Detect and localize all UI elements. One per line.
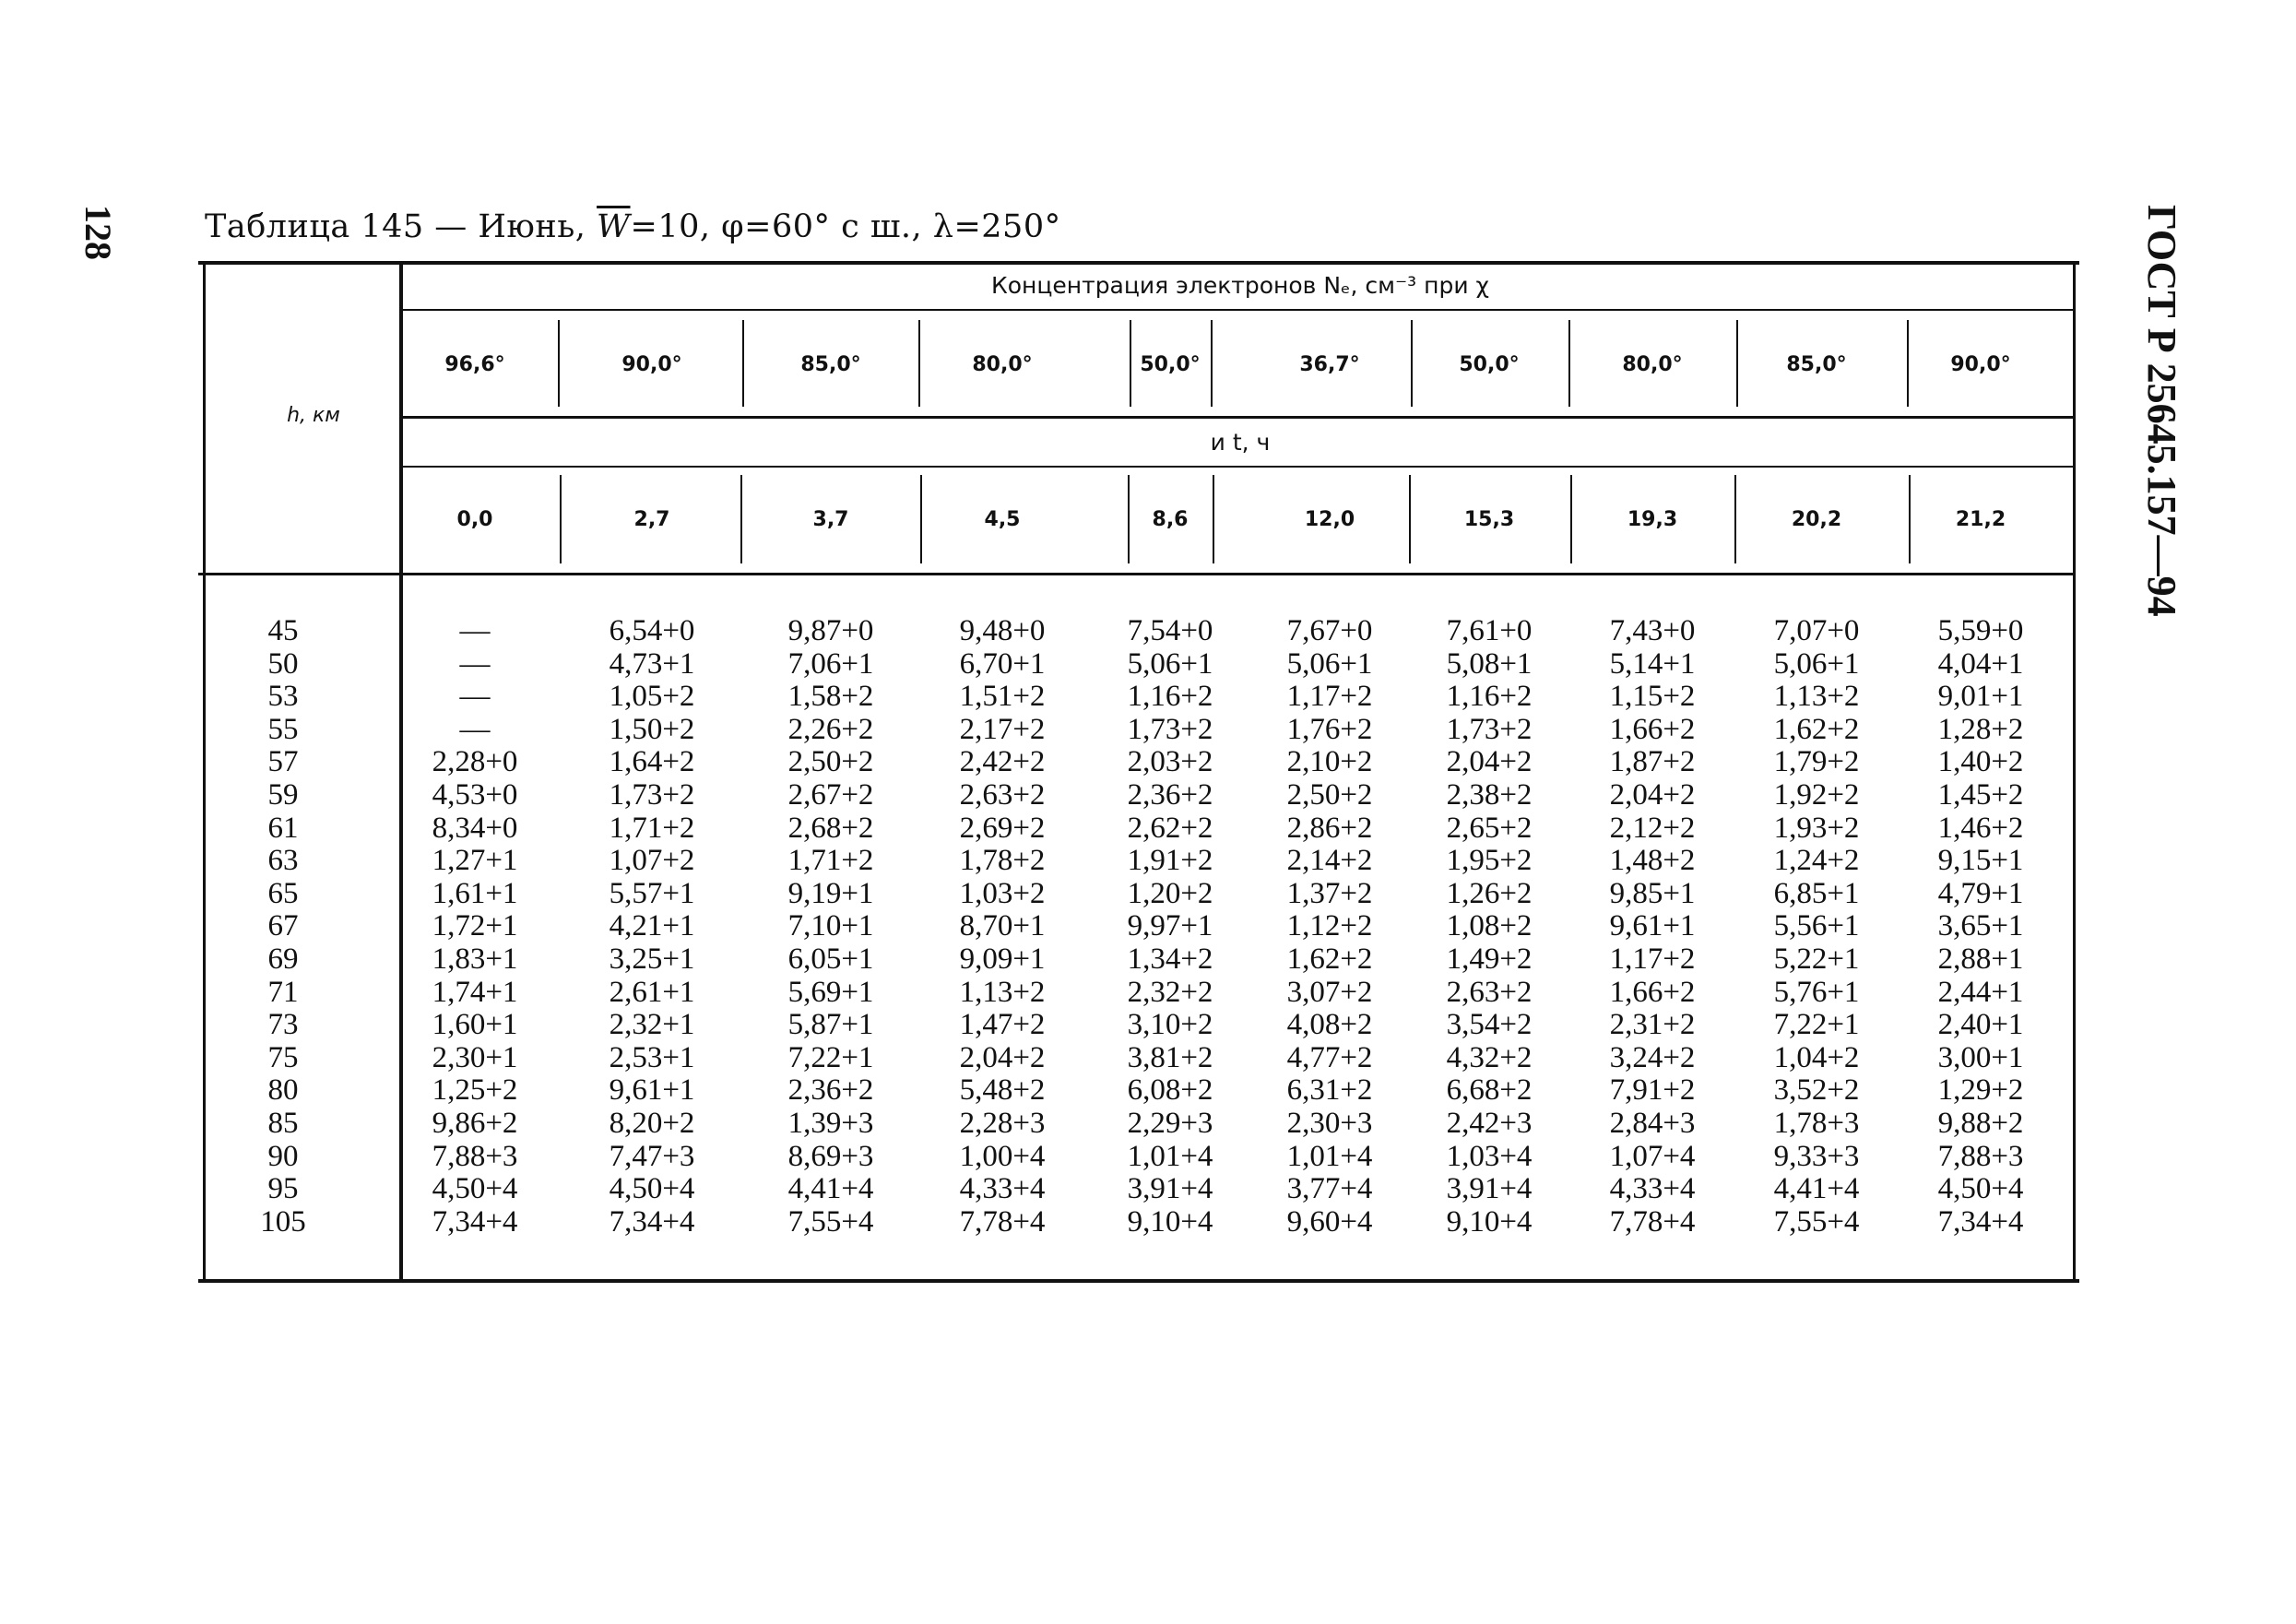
table-cell: 9,10+4 [1446,1204,1533,1239]
table-cell: 4,32+2 [1446,1040,1533,1074]
table-cell: 1,79+2 [1773,745,1860,779]
chi-column-divider [1568,320,1570,407]
h-column-divider [399,261,403,1283]
table-cell: 9,97+1 [1127,909,1213,943]
table-cell: 1,15+2 [1609,680,1696,714]
table-cell: 1,78+3 [1773,1107,1860,1140]
chi-value-header: 90,0° [1950,353,2011,376]
table-cell: 2,63+2 [959,778,1046,812]
table-row-h-value: 105 [260,1204,306,1239]
table-cell: 4,08+2 [1286,1008,1373,1042]
group-header-rule [403,309,2073,311]
table-cell: 2,50+2 [787,745,874,779]
table-cell: 7,78+4 [1609,1204,1696,1239]
table-cell: 2,04+2 [1609,778,1696,812]
table-cell: 2,30+3 [1286,1107,1373,1140]
table-cell: 1,12+2 [1286,909,1373,943]
table-cell: 2,84+3 [1609,1107,1696,1140]
table-row-h-value: 95 [267,1172,299,1206]
time-column-divider [560,475,562,563]
chi-value-header: 80,0° [972,353,1033,376]
table-cell: 2,12+2 [1609,811,1696,845]
table-cell: 1,87+2 [1609,745,1696,779]
table-cell: 1,40+2 [1937,745,2024,779]
table-cell: 1,73+2 [1127,712,1213,746]
table-row-h-value: 53 [267,680,299,714]
table-cell: 1,03+2 [959,876,1046,910]
table-cell: 3,10+2 [1127,1008,1213,1042]
table-cell: 1,74+1 [432,975,518,1009]
table-cell: 5,14+1 [1609,646,1696,681]
table-row-h-value: 59 [267,778,299,812]
table-cell: 5,69+1 [787,975,874,1009]
table-cell: — [459,712,491,746]
table-cell: 7,91+2 [1609,1073,1696,1108]
table-cell: 1,39+3 [787,1107,874,1140]
table-cell: 1,83+1 [432,942,518,976]
table-cell: 3,81+2 [1127,1040,1213,1074]
table-cell: 1,01+4 [1286,1139,1373,1173]
table-cell: 2,29+3 [1127,1107,1213,1140]
table-row-h-value: 45 [267,614,299,647]
time-column-divider [1409,475,1411,563]
table-cell: 1,20+2 [1127,876,1213,910]
table-cell: 1,64+2 [609,745,695,779]
table-cell: 1,72+1 [432,909,518,943]
table-row-h-value: 61 [267,811,299,845]
table-cell: 6,05+1 [787,942,874,976]
table-cell: 2,42+2 [959,745,1046,779]
table-cell: 9,61+1 [1609,909,1696,943]
table-cell: 7,34+4 [432,1204,518,1239]
time-column-divider [920,475,922,563]
electron-concentration-table [198,261,2079,1286]
time-column-divider [1570,475,1572,563]
table-cell: 2,53+1 [609,1040,695,1074]
table-cell: 7,07+0 [1773,614,1860,647]
table-cell: 4,77+2 [1286,1040,1373,1074]
table-cell: 1,34+2 [1127,942,1213,976]
chi-column-divider [1411,320,1413,407]
table-row-h-value: 63 [267,844,299,878]
table-cell: 2,42+3 [1446,1107,1533,1140]
table-cell: 1,07+2 [609,844,695,878]
table-cell: 2,03+2 [1127,745,1213,779]
time-column-divider [1909,475,1911,563]
t-value-header: 8,6 [1152,508,1189,531]
table-cell: 7,22+1 [787,1040,874,1074]
table-cell: 9,19+1 [787,876,874,910]
table-cell: 1,45+2 [1937,778,2024,812]
table-cell: 3,91+4 [1446,1172,1533,1206]
table-cell: 5,06+1 [1773,646,1860,681]
table-cell: 4,04+1 [1937,646,2024,681]
table-cell: 1,05+2 [609,680,695,714]
table-cell: 1,49+2 [1446,942,1533,976]
table-cell: 9,60+4 [1286,1204,1373,1239]
table-cell: 1,66+2 [1609,712,1696,746]
table-cell: 7,43+0 [1609,614,1696,647]
chi-column-divider [1736,320,1738,407]
table-cell: 6,70+1 [959,646,1046,681]
table-row-h-value: 57 [267,745,299,779]
table-cell: 5,08+1 [1446,646,1533,681]
table-cell: 7,61+0 [1446,614,1533,647]
table-cell: 2,68+2 [787,811,874,845]
chi-value-header: 90,0° [621,353,682,376]
table-cell: 2,50+2 [1286,778,1373,812]
chi-value-header: 50,0° [1459,353,1520,376]
table-cell: 1,62+2 [1286,942,1373,976]
table-cell: 1,73+2 [1446,712,1533,746]
table-cell: 2,17+2 [959,712,1046,746]
chi-column-divider [1211,320,1213,407]
table-cell: 9,33+3 [1773,1139,1860,1173]
table-cell: 1,46+2 [1937,811,2024,845]
table-cell: 1,29+2 [1937,1073,2024,1108]
table-cell: 2,86+2 [1286,811,1373,845]
t-value-header: 12,0 [1304,508,1355,531]
table-cell: 5,59+0 [1937,614,2024,647]
caption-prefix: Таблица 145 — Июнь, [205,208,586,245]
table-cell: 7,47+3 [609,1139,695,1173]
table-cell: 1,25+2 [432,1073,518,1108]
page-number: 128 [77,205,119,260]
table-cell: 6,31+2 [1286,1073,1373,1108]
header-bottom-rule [198,573,2076,575]
table-cell: 1,62+2 [1773,712,1860,746]
table-left-rule [203,261,206,1283]
table-cell: 2,44+1 [1937,975,2024,1009]
table-cell: 2,28+3 [959,1107,1046,1140]
table-cell: 1,61+1 [432,876,518,910]
table-cell: 5,48+2 [959,1073,1046,1108]
table-cell: 5,06+1 [1286,646,1373,681]
table-cell: 1,37+2 [1286,876,1373,910]
chi-column-divider [558,320,560,407]
table-right-rule [2073,261,2076,1283]
table-cell: 4,33+4 [1609,1172,1696,1206]
table-cell: 1,71+2 [787,844,874,878]
chi-value-header: 85,0° [800,353,861,376]
caption-w-symbol: $\overline{W}$ [597,208,631,245]
chi-value-header: 85,0° [1786,353,1847,376]
chi-column-divider [918,320,920,407]
table-cell: 4,41+4 [1773,1172,1860,1206]
table-cell: 5,06+1 [1127,646,1213,681]
table-cell: 1,95+2 [1446,844,1533,878]
table-cell: 4,41+4 [787,1172,874,1206]
table-cell: 8,34+0 [432,811,518,845]
table-cell: 1,13+2 [1773,680,1860,714]
table-cell: 9,86+2 [432,1107,518,1140]
table-cell: 3,65+1 [1937,909,2024,943]
table-cell: 1,24+2 [1773,844,1860,878]
table-cell: 1,78+2 [959,844,1046,878]
t-value-header: 20,2 [1791,508,1842,531]
time-header: и t, ч [1210,429,1271,456]
table-cell: 9,15+1 [1937,844,2024,878]
t-value-header: 3,7 [812,508,849,531]
table-cell: 5,57+1 [609,876,695,910]
table-cell: 5,76+1 [1773,975,1860,1009]
table-cell: 1,17+2 [1286,680,1373,714]
table-cell: 1,48+2 [1609,844,1696,878]
document-code: ГОСТ Р 25645.157—94 [2139,205,2184,617]
chi-row-rule [403,416,2073,419]
table-cell: 9,88+2 [1937,1107,2024,1140]
table-cell: 2,28+0 [432,745,518,779]
table-cell: 3,54+2 [1446,1008,1533,1042]
table-cell: 3,77+4 [1286,1172,1373,1206]
table-cell: 2,65+2 [1446,811,1533,845]
chi-column-divider [1907,320,1909,407]
table-cell: 7,88+3 [1937,1139,2024,1173]
table-cell: 8,70+1 [959,909,1046,943]
table-cell: 2,30+1 [432,1040,518,1074]
table-cell: 2,26+2 [787,712,874,746]
table-row-h-value: 80 [267,1073,299,1108]
table-row-h-value: 75 [267,1040,299,1074]
table-cell: 4,50+4 [1937,1172,2024,1206]
table-cell: 1,92+2 [1773,778,1860,812]
table-cell: 1,16+2 [1127,680,1213,714]
table-cell: 1,27+1 [432,844,518,878]
table-cell: 1,13+2 [959,975,1046,1009]
table-cell: 3,52+2 [1773,1073,1860,1108]
table-cell: 4,50+4 [609,1172,695,1206]
table-cell: 1,50+2 [609,712,695,746]
table-cell: 6,85+1 [1773,876,1860,910]
table-cell: 6,54+0 [609,614,695,647]
table-cell: 1,00+4 [959,1139,1046,1173]
table-cell: 4,33+4 [959,1172,1046,1206]
table-cell: 7,67+0 [1286,614,1373,647]
table-cell: 2,61+1 [609,975,695,1009]
table-cell: 4,73+1 [609,646,695,681]
table-caption [205,208,1061,245]
table-cell: 1,28+2 [1937,712,2024,746]
time-column-divider [1128,475,1130,563]
table-cell: 9,85+1 [1609,876,1696,910]
time-column-divider [740,475,742,563]
table-cell: 9,09+1 [959,942,1046,976]
table-cell: 3,25+1 [609,942,695,976]
group-header-concentration: Концентрация электронов Nₑ, см⁻³ при χ [990,272,1490,299]
table-cell: 3,24+2 [1609,1040,1696,1074]
table-row-h-value: 73 [267,1008,299,1042]
table-cell: 1,60+1 [432,1008,518,1042]
table-bottom-rule [198,1279,2079,1283]
table-cell: 6,68+2 [1446,1073,1533,1108]
table-cell: 5,87+1 [787,1008,874,1042]
t-value-header: 19,3 [1627,508,1678,531]
table-cell: 4,79+1 [1937,876,2024,910]
table-cell: 7,10+1 [787,909,874,943]
table-cell: 8,69+3 [787,1139,874,1173]
table-row-h-value: 85 [267,1107,299,1140]
t-value-header: 15,3 [1463,508,1515,531]
table-cell: 1,51+2 [959,680,1046,714]
table-cell: 1,16+2 [1446,680,1533,714]
table-cell: 8,20+2 [609,1107,695,1140]
table-cell: 7,34+4 [609,1204,695,1239]
table-cell: 9,48+0 [959,614,1046,647]
table-cell: 1,76+2 [1286,712,1373,746]
table-row-h-value: 71 [267,975,299,1009]
chi-column-divider [1130,320,1131,407]
table-cell: 1,04+2 [1773,1040,1860,1074]
table-cell: 1,73+2 [609,778,695,812]
table-cell: 7,54+0 [1127,614,1213,647]
table-cell: 1,01+4 [1127,1139,1213,1173]
table-cell: 2,67+2 [787,778,874,812]
table-row-h-value: 65 [267,876,299,910]
table-cell: 2,31+2 [1609,1008,1696,1042]
table-cell: 2,63+2 [1446,975,1533,1009]
chi-value-header: 96,6° [444,353,505,376]
time-header-rule [403,466,2073,468]
table-cell: 2,14+2 [1286,844,1373,878]
table-cell: 2,40+1 [1937,1008,2024,1042]
table-cell: 1,08+2 [1446,909,1533,943]
table-cell: 7,22+1 [1773,1008,1860,1042]
table-cell: 7,06+1 [787,646,874,681]
table-cell: 1,71+2 [609,811,695,845]
caption-suffix: =10, φ=60° с ш., λ=250° [630,208,1061,245]
table-cell: 5,22+1 [1773,942,1860,976]
table-cell: 9,01+1 [1937,680,2024,714]
chi-column-divider [742,320,744,407]
table-row-h-value: 55 [267,712,299,746]
table-cell: 2,62+2 [1127,811,1213,845]
table-cell: 1,47+2 [959,1008,1046,1042]
table-cell: 1,17+2 [1609,942,1696,976]
table-cell: 7,78+4 [959,1204,1046,1239]
table-cell: 5,56+1 [1773,909,1860,943]
table-cell: 1,03+4 [1446,1139,1533,1173]
table-cell: 2,88+1 [1937,942,2024,976]
table-cell: 2,32+1 [609,1008,695,1042]
table-cell: 7,34+4 [1937,1204,2024,1239]
t-value-header: 21,2 [1955,508,2006,531]
table-cell: 2,04+2 [1446,745,1533,779]
table-cell: 6,08+2 [1127,1073,1213,1108]
table-row-h-value: 69 [267,942,299,976]
table-cell: 4,50+4 [432,1172,518,1206]
row-header-h: h, км [287,404,340,427]
table-cell: 2,32+2 [1127,975,1213,1009]
chi-value-header: 50,0° [1140,353,1201,376]
table-cell: 7,55+4 [787,1204,874,1239]
table-cell: 2,36+2 [1127,778,1213,812]
table-cell: 3,00+1 [1937,1040,2024,1074]
chi-value-header: 36,7° [1299,353,1360,376]
table-cell: 7,55+4 [1773,1204,1860,1239]
table-cell: 4,53+0 [432,778,518,812]
table-top-rule [198,261,2079,265]
table-cell: 3,07+2 [1286,975,1373,1009]
table-cell: 1,07+4 [1609,1139,1696,1173]
t-value-header: 2,7 [633,508,670,531]
table-cell: 1,93+2 [1773,811,1860,845]
table-cell: 4,21+1 [609,909,695,943]
table-cell: 7,88+3 [432,1139,518,1173]
table-cell: 3,91+4 [1127,1172,1213,1206]
table-cell: 1,58+2 [787,680,874,714]
table-cell: 9,10+4 [1127,1204,1213,1239]
table-cell: 2,38+2 [1446,778,1533,812]
time-column-divider [1734,475,1736,563]
chi-value-header: 80,0° [1622,353,1683,376]
t-value-header: 4,5 [984,508,1021,531]
t-value-header: 0,0 [456,508,493,531]
table-row-h-value: 67 [267,909,299,943]
table-cell: 2,36+2 [787,1073,874,1108]
table-cell: 1,66+2 [1609,975,1696,1009]
table-cell: — [459,646,491,681]
table-cell: 9,87+0 [787,614,874,647]
table-cell: — [459,680,491,714]
table-cell: 1,91+2 [1127,844,1213,878]
table-row-h-value: 90 [267,1139,299,1173]
table-cell: 2,10+2 [1286,745,1373,779]
table-cell: 2,69+2 [959,811,1046,845]
table-cell: 9,61+1 [609,1073,695,1108]
table-cell: 1,26+2 [1446,876,1533,910]
time-column-divider [1213,475,1214,563]
table-cell: — [459,614,491,647]
table-row-h-value: 50 [267,646,299,681]
table-cell: 2,04+2 [959,1040,1046,1074]
